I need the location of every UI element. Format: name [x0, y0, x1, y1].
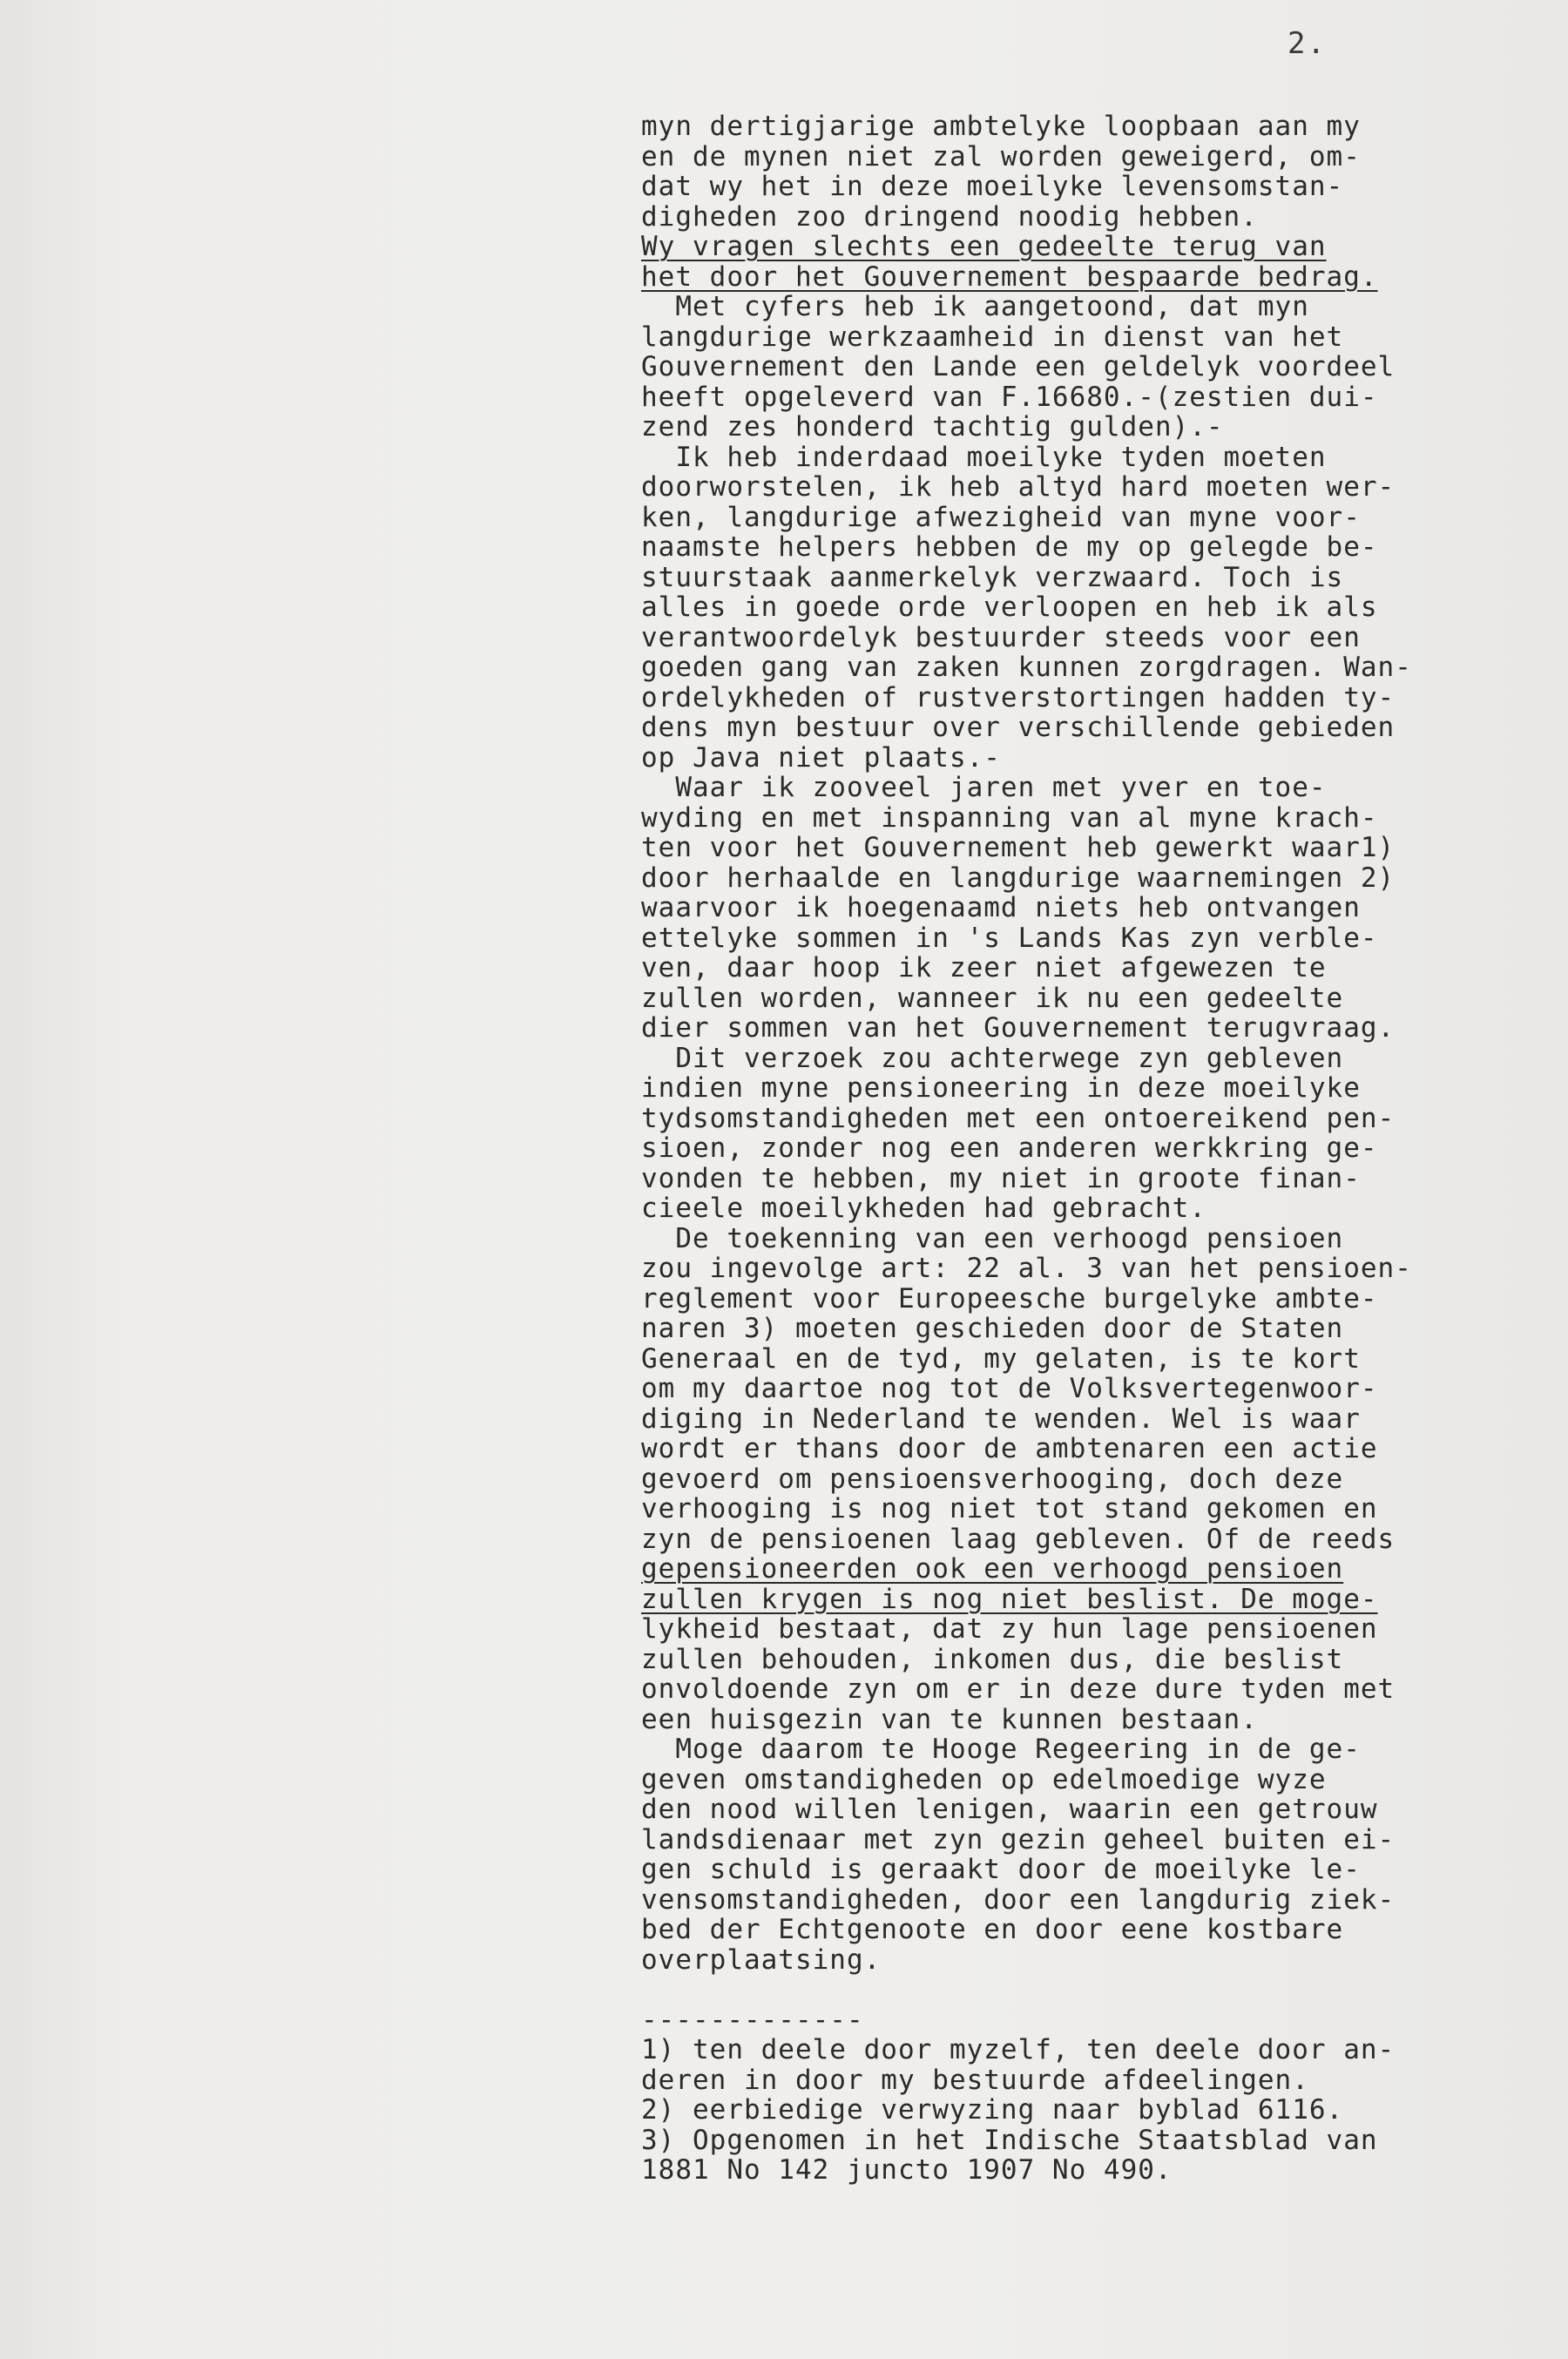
body-line: door herhaalde en langdurige waarnemingen 2) [641, 862, 1396, 894]
body-line: vonden te hebben, my niet in groote finan- [641, 1162, 1361, 1194]
body-line: dier sommen van het Gouvernement terugvraag. [641, 1012, 1396, 1044]
body-line: geven omstandigheden op edelmoedige wyze [641, 1763, 1327, 1795]
body-line: dens myn bestuur over verschillende gebieden [641, 712, 1396, 743]
body-line: ettelyke sommen in 's Lands Kas zyn verble- [641, 922, 1378, 954]
body-line: De toekenning van een verhoogd pensioen [641, 1222, 1344, 1254]
body-line [641, 1975, 1477, 2005]
body-line: ordelykheden of rustverstortingen hadden ty- [641, 681, 1396, 713]
body-line: doorworstelen, ik heb altyd hard moeten wer- [641, 471, 1396, 503]
body-line: wordt er thans door de ambtenaren een actie [641, 1433, 1378, 1464]
body-line: zullen worden, wanneer ik nu een gedeelte [641, 982, 1344, 1014]
body-line: onvoldoende zyn om er in deze dure tyden met [641, 1673, 1396, 1705]
body-line: digheden zoo dringend noodig hebben. [641, 200, 1258, 233]
footnote-line: 1) ten deele door myzelf, ten deele door an- [641, 2034, 1396, 2065]
body-line: heeft opgeleverd van F.16680.-(zestien dui- [641, 381, 1378, 413]
body-line: zend zes honderd tachtig gulden).- [641, 411, 1224, 443]
body-line: bed der Echtgenoote en door eene kostbare [641, 1914, 1344, 1945]
body-line: gevoerd om pensioensverhooging, doch deze [641, 1463, 1344, 1495]
body-line: Ik heb inderdaad moeilyke tyden moeten [641, 441, 1327, 473]
footnote-line: deren in door my bestuurde afdeelingen. [641, 2064, 1309, 2096]
body-line: gen schuld is geraakt door de moeilyke le- [641, 1854, 1361, 1885]
body-line: sioen, zonder nog een anderen werkkring ge- [641, 1132, 1378, 1164]
body-line: tydsomstandigheden met een ontoereikend pen- [641, 1102, 1396, 1134]
body-line: den nood willen lenigen, waarin een getrouw [641, 1794, 1378, 1825]
underlined-body-line: zullen krygen is nog niet beslist. De moge- [641, 1583, 1378, 1615]
body-line: lykheid bestaat, dat zy hun lage pensioenen [641, 1613, 1378, 1645]
body-line: naamste helpers hebben de my op gelegde be- [641, 531, 1378, 563]
body-line: Gouvernement den Lande een geldelyk voordeel [641, 351, 1396, 382]
body-line: verhooging is nog niet tot stand gekomen en [641, 1493, 1378, 1524]
body-line: zyn de pensioenen laag gebleven. Of de reeds [641, 1523, 1396, 1555]
body-line: cieele moeilykheden had gebracht. [641, 1193, 1206, 1224]
body-line: Dit verzoek zou achterwege zyn gebleven [641, 1042, 1344, 1074]
body-line: landsdienaar met zyn gezin geheel buiten ei- [641, 1823, 1396, 1855]
underlined-request-line: het door het Gouvernement bespaarde bedrag. [641, 260, 1378, 293]
body-line: wyding en met inspanning van al myne krach- [641, 801, 1378, 834]
letter-body [641, 112, 1477, 2186]
body-line: om my daartoe nog tot de Volksvertegenwoor- [641, 1373, 1378, 1404]
body-line: diging in Nederland te wenden. Wel is waar [641, 1403, 1361, 1435]
body-line: ken, langdurige afwezigheid van myne voor- [641, 501, 1361, 533]
body-line: Moge daarom te Hooge Regeering in de ge- [641, 1734, 1361, 1765]
body-line: reglement voor Europeesche burgelyke ambte- [641, 1282, 1378, 1315]
body-line: zou ingevolge art: 22 al. 3 van het pensioen- [641, 1253, 1412, 1284]
body-line: Generaal en de tyd, my gelaten, is te kort [641, 1342, 1361, 1375]
body-line: vensomstandigheden, door een langdurig ziek- [641, 1883, 1396, 1916]
body-line: myn dertigjarige ambtelyke loopbaan aan my [641, 111, 1361, 142]
body-line: indien myne pensioneering in deze moeilyke [641, 1072, 1361, 1104]
body-line: een huisgezin van te kunnen bestaan. [641, 1703, 1258, 1735]
footnote-line: 1881 No 142 juncto 1907 No 490. [641, 2154, 1173, 2186]
body-line: overplaatsing. [641, 1943, 882, 1976]
body-line: alles in goede orde verloopen en heb ik als [641, 591, 1378, 623]
body-line: zullen behouden, inkomen dus, die beslist [641, 1643, 1344, 1675]
body-line: verantwoordelyk bestuurder steeds voor een [641, 621, 1361, 653]
body-line: waarvoor ik hoegenaamd niets heb ontvangen [641, 892, 1361, 923]
body-line: stuurstaak aanmerkelyk verzwaard. Toch is [641, 561, 1344, 593]
footnote-line: 3) Opgenomen in het Indische Staatsblad van [641, 2124, 1378, 2156]
underlined-body-line: gepensioneerden ook een verhoogd pensioen [641, 1553, 1344, 1585]
body-line: en de mynen niet zal worden geweigerd, om- [641, 140, 1361, 172]
body-line: ten voor het Gouvernement heb gewerkt waar1) [641, 832, 1396, 863]
body-line: Met cyfers heb ik aangetoond, dat myn [641, 291, 1309, 322]
body-line: dat wy het in deze moeilyke levensomstan- [641, 171, 1344, 202]
footnote-separator: ------------- [641, 2004, 864, 2036]
body-line: goeden gang van zaken kunnen zorgdragen. Wan- [641, 652, 1412, 683]
body-line: langdurige werkzaamheid in dienst van het [641, 321, 1344, 353]
page-number: 2. [1288, 26, 1327, 61]
body-line: op Java niet plaats.- [641, 741, 1001, 774]
body-line: ven, daar hoop ik zeer niet afgewezen te [641, 952, 1327, 983]
underlined-request-line: Wy vragen slechts een gedeelte terug van [641, 231, 1327, 262]
footnote-line: 2) eerbiedige verwyzing naar byblad 6116. [641, 2094, 1344, 2126]
body-line: naren 3) moeten geschieden door de Staten [641, 1313, 1344, 1344]
body-line: Waar ik zooveel jaren met yver en toe- [641, 772, 1327, 803]
